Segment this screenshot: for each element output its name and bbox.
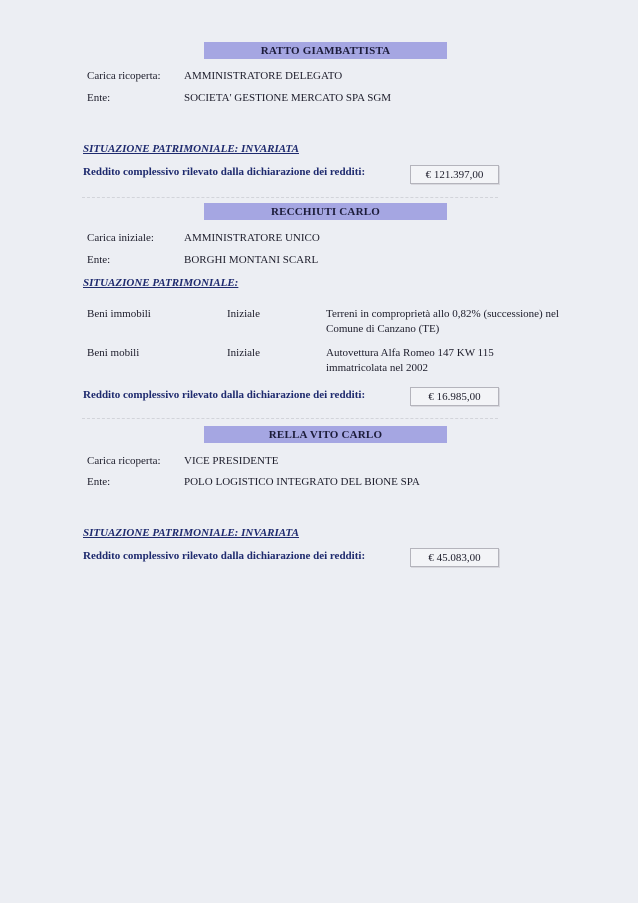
role-value: AMMINISTRATORE DELEGATO <box>184 70 343 82</box>
section-divider <box>82 418 498 419</box>
income-box <box>410 387 499 406</box>
asset-type: Beni immobili <box>87 308 151 320</box>
section-divider <box>82 197 498 198</box>
entity-value: SOCIETA' GESTIONE MERCATO SPA SGM <box>184 92 392 104</box>
income-box <box>410 548 499 567</box>
asset-description: Terreni in comproprietà allo 0,82% (successione) nel Comune di Canzano (TE) <box>326 308 559 335</box>
situation-heading: SITUAZIONE PATRIMONIALE: INVARIATA <box>83 143 299 155</box>
situation-heading: SITUAZIONE PATRIMONIALE: <box>83 277 239 289</box>
asset-description: Autovettura Alfa Romeo 147 KW 115 immatricolata nel 2002 <box>326 347 494 374</box>
role-value: VICE PRESIDENTE <box>184 455 279 467</box>
income-value: € 45.083,00 <box>428 551 481 564</box>
income-label: Reddito complessivo rilevato dalla dichiarazione dei redditi: <box>83 389 366 401</box>
income-label: Reddito complessivo rilevato dalla dichiarazione dei redditi: <box>83 550 366 562</box>
entity-label: Ente: <box>87 254 111 266</box>
asset-status: Iniziale <box>227 347 260 359</box>
income-value: € 16.985,00 <box>428 390 481 403</box>
entity-value: BORGHI MONTANI SCARL <box>184 254 319 266</box>
asset-type: Beni mobili <box>87 347 140 359</box>
income-label: Reddito complessivo rilevato dalla dichiarazione dei redditi: <box>83 166 366 178</box>
role-label: Carica ricoperta: <box>87 455 161 467</box>
role-label: Carica ricoperta: <box>87 70 161 82</box>
entity-label: Ente: <box>87 476 111 488</box>
person-header <box>204 426 447 443</box>
situation-heading: SITUAZIONE PATRIMONIALE: INVARIATA <box>83 527 299 539</box>
person-header <box>204 203 447 220</box>
person-name: RELLA VITO CARLO <box>268 428 383 441</box>
income-box <box>410 165 499 184</box>
income-value: € 121.397,00 <box>425 168 484 181</box>
role-label: Carica iniziale: <box>87 232 154 244</box>
asset-status: Iniziale <box>227 308 260 320</box>
entity-value: POLO LOGISTICO INTEGRATO DEL BIONE SPA <box>184 476 420 488</box>
person-name: RECCHIUTI CARLO <box>270 205 381 218</box>
person-header <box>204 42 447 59</box>
role-value: AMMINISTRATORE UNICO <box>184 232 320 244</box>
person-name: RATTO GIAMBATTISTA <box>260 44 391 57</box>
entity-label: Ente: <box>87 92 111 104</box>
